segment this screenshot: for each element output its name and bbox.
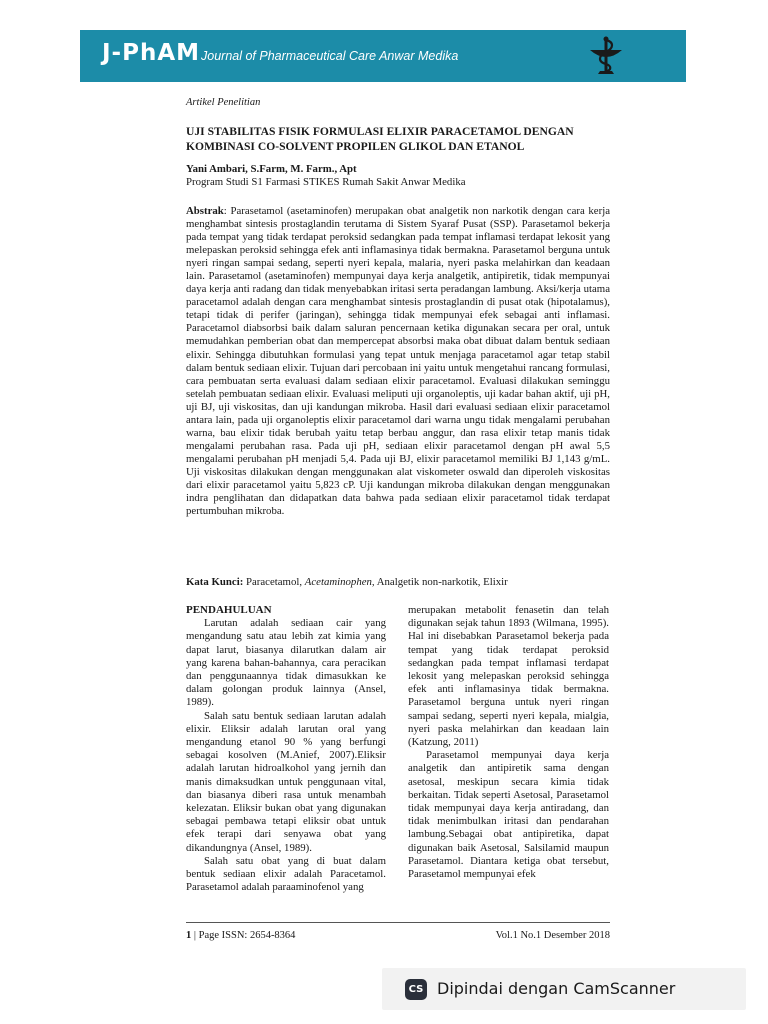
paragraph: merupakan metabolit fenasetin dan telah digunakan sejak tahun 1893 (Wilmana, 1995). Hal ini disebabkan Parasetamol bekerja pada tempat yang tidak terdapat peroksid sedangkan pada tempat inflamasi terdapat lekosit yang melepaskan peroksid sehingga efek anti inflamasinya tidak bermakna. Parasetamol berguna untuk nyeri ringan sampai sedang, seperti nyeri kepala, mialgia, nyeri paska melahirkan dan keadaan lain (Katzung, 2011)	[408, 604, 609, 749]
abstract-label: Abstrak	[186, 205, 224, 217]
journal-name: Journal of Pharmaceutical Care Anwar Medika	[201, 49, 459, 63]
footer-divider	[186, 922, 610, 923]
abstract-text: : Parasetamol (asetaminofen) merupakan obat analgetik non narkotik dengan cara kerja menghambat sintesis prostaglandin terutama di Sistem Syaraf Pusat (SSP). Parasetamol bekerja pada tempat yang tidak terdapat peroksid sedangkan pada tempat inflamasi terdapat lekosit yang melepaskan peroksid sehingga efek anti inflamasinya tidak bermakna. Parasetamol berguna untuk nyeri ringan sampai sedang, seperti nyeri kepala, malaria, nyeri paska melahirkan dan keadaan lain. Parasetamol (asetaminofen) mempunyai daya kerja analgetik, antipiretik, tidak mempunyai daya kerja anti radang dan tidak menyebabkan iritasi serta peradangan lambung. Aksi/kerja utama paracetamol adalah dengan cara menghambat sintesis prostaglandin di pusat otak (hipotalamus), tetapi tidak di perifer (jaringan), sehingga tidak mempunyai efek sebagai anti inflamasi. Paracetamol diabsorbsi baik dalam saluran pencernaan ketika digunakan secara per oral, untuk memudahkan pemberian obat dan mempercepat absorbsi maka obat dibuat dalam bentuk sediaan elixir. Sehingga dibutuhkan formulasi yang tepat untuk menjaga paracetamol agar tetap stabil dalam bentuk sediaan elixir. Tujuan dari percobaan ini yaitu untuk mengetahui rancang formulasi, cara pembuatan serta evaluasi dalam sediaan elixir paracetamol. Evaluasi dilakukan seminggu setelah pembuatan sediaan elixir. Evaluasi meliputi uji organoleptis, uji kadar bahan aktif, uji pH, uji BJ, uji viskositas, dan uji kandungan mikroba. Hasil dari evaluasi sediaan elixir paracetamol antara lain, pada uji organoleptis elixir paracetamol dari warna ungu tidak mengalami perubahan warna, bau elixir tidak berubah yaitu tetap berbau anggur, dan rasa elixir tetap manis tidak mengalami perubahan rasa. Pada uji pH, sediaan elixir paracetamol dengan pH awal 5,5 mengalami perubahan pH menjadi 5,4. Pada uji BJ, elixir paracetamol memiliki BJ 1,143 g/mL. Uji viskositas dilakukan dengan menggunakan alat viskometer oswald dan diperoleh viskositas dari elixir paracetamol yaitu 5,823 cP. Uji kandungan mikroba dilakukan dengan menggunakan indra penglihatan dan didapatkan data bahwa pada sediaan elixir paracetamol tidak terdapat pertumbuhan mikroba.	[186, 205, 610, 518]
footer-issn: | Page ISSN: 2654-8364	[193, 930, 296, 941]
camscanner-text: Dipindai dengan CamScanner	[437, 979, 676, 998]
journal-banner	[80, 30, 686, 82]
article-type: Artikel Penelitian	[186, 97, 261, 108]
paragraph: Salah satu obat yang di buat dalam bentuk sediaan elixir adalah Paracetamol. Parasetamol adalah paraaminofenol yang	[186, 854, 386, 894]
camscanner-icon: CS	[405, 979, 427, 1000]
keywords-part-2: Analgetik non-narkotik, Elixir	[374, 576, 508, 588]
camscanner-watermark	[382, 968, 746, 1010]
keywords-label: Kata Kunci:	[186, 576, 244, 588]
author-affiliation: Program Studi S1 Farmasi STIKES Rumah Sakit Anwar Medika	[186, 176, 466, 188]
article-title: UJI STABILITAS FISIK FORMULASI ELIXIR PARACETAMOL DENGAN KOMBINASI CO-SOLVENT PROPILEN GLIKOL DAN ETANOL	[186, 125, 574, 153]
section-heading: PENDAHULUAN	[186, 604, 272, 616]
paragraph: Salah satu bentuk sediaan larutan adalah elixir. Eliksir adalah larutan oral yang mengandung etanol 90 % yang berfungi sebagai kosolven (M.Anief, 2007).Eliksir adalah larutan hidroalkohol yang jernih dan manis dimaksudkan untuk penggunaan vital, dan biasanya diberi rasa untuk menambah kelezatan. Eliksir bukan obat yang digunakan sebagai pembawa tetapi eliksir obat untuk efek terapi dari senyawa obat yang dikandungnya (Ansel, 1989).	[186, 709, 386, 854]
keywords	[186, 576, 610, 588]
keywords-part-1: Paracetamol,	[243, 576, 305, 588]
abstract	[186, 205, 610, 518]
author-block	[186, 163, 610, 189]
keywords-italic: Acetaminophen,	[304, 576, 375, 588]
left-column	[186, 604, 386, 894]
journal-logo: J-PhAM	[102, 40, 201, 66]
bowl-of-hygieia-icon	[586, 34, 626, 78]
author-name: Yani Ambari, S.Farm, M. Farm., Apt	[186, 163, 357, 175]
page-number: 1	[186, 930, 192, 941]
footer-left	[186, 930, 295, 941]
paragraph: Parasetamol mempunyai daya kerja analgetik dan antipiretik sama dengan asetosal, meskipun secara kimia tidak berkaitan. Tidak seperti Asetosal, Parasetamol tidak mempunyai daya kerja antiradang, dan tidak menimbulkan iritasi dan pendarahan lambung.Sebagai obat antipiretika, dapat digunakan baik Asetosal, Salsilamid maupun Parasetamol. Diantara ketiga obat tersebut, Parasetamol mempunyai efek	[408, 749, 609, 881]
footer-volume: Vol.1 No.1 Desember 2018	[495, 930, 610, 941]
paragraph: Larutan adalah sediaan cair yang mengandung satu atau lebih zat kimia yang dapat larut, biasanya dilarutkan dalam air yang karena bahan-bahannya, cara peracikan dan penggunaannya tidak dimasukkan ke dalam golongan produk lainnya (Ansel, 1989).	[186, 617, 386, 709]
right-column	[408, 604, 609, 881]
